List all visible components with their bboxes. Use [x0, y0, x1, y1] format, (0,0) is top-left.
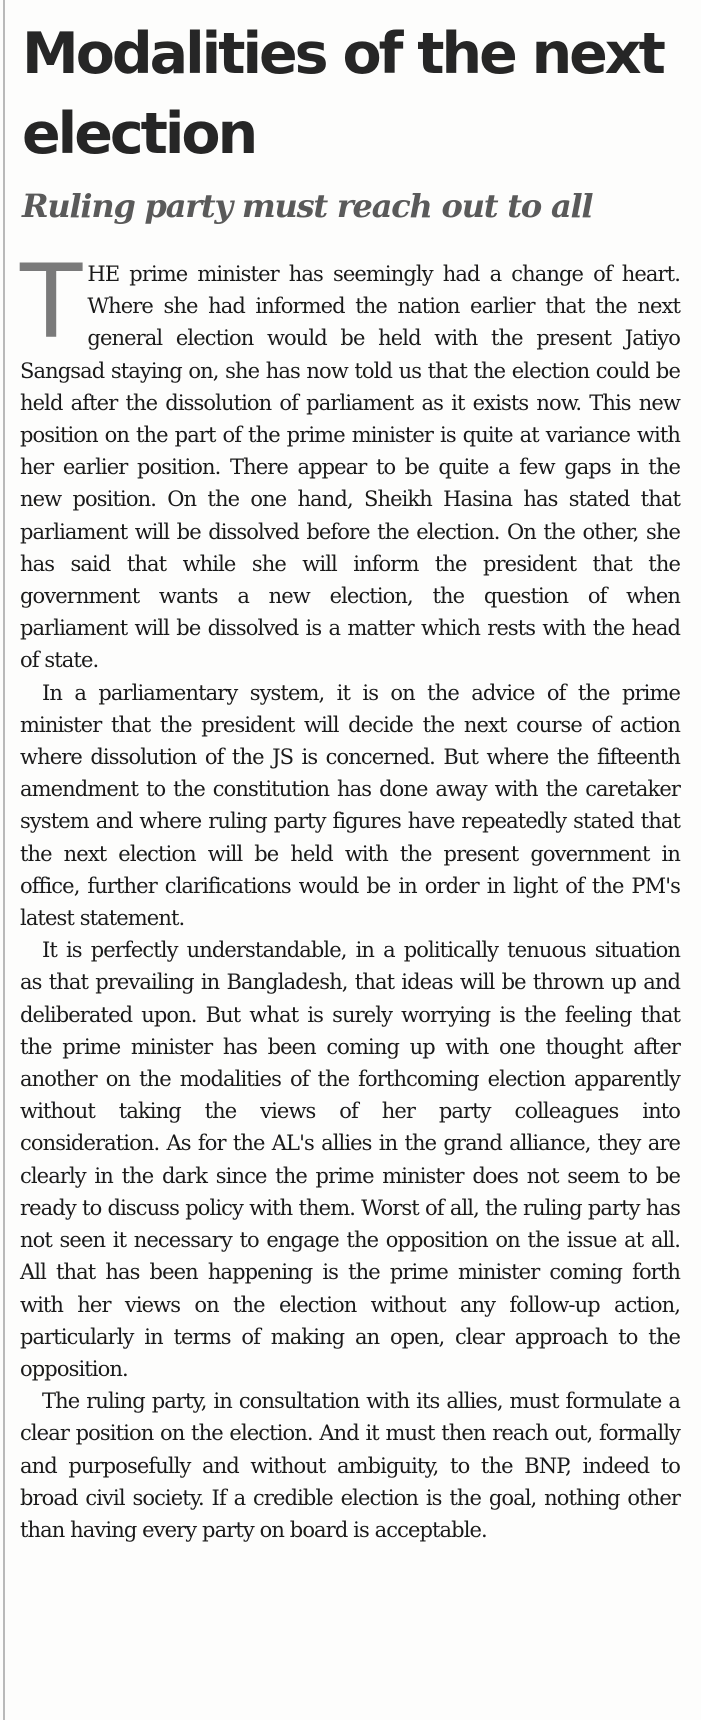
- column-rule: [3, 0, 5, 1720]
- paragraph-4: The ruling party, in consultation with its allies, must formulate a clear position on the election. And it must then reach out, formally and purposefully and without ambiguity, to the BNP, indeed to broad civil society. If a credible election is the goal, nothing other than having every party on board is acceptable.: [20, 1389, 680, 1542]
- paragraph-2: In a parliamentary system, it is on the advice of the prime minister that the president will decide the next course of action where dissolution of the JS is concerned. But where the fifteenth amendment to the constitution has done away with the caretaker system and where ruling party figures have repeatedly stated that the next election will be held with the present government in office, further clarifications would be in order in light of the PM's latest statement.: [20, 680, 680, 931]
- drop-cap: T: [20, 243, 82, 362]
- headline: Modalities of the next election: [22, 21, 663, 167]
- paragraph-1-text: HE prime minister has seemingly had a change of heart. Where she had informed the nation earlier that the next general election would be held with the present Jatiyo Sangsad staying on, she has now told us that the election could be held after the dissolution of parliament as it exists now. This new position on the part of the prime minister is quite at variance with her earlier position. There appear to be quite a few gaps in the new position. On the one hand, Sheikh Hasina has stated that parliament will be dissolved before the election. On the other, she has said that while she will inform the president that the government wants a new election, the question of when parliament will be dissolved is a matter which rests with the head of state.: [20, 262, 680, 673]
- subheadline: Ruling party must reach out to all: [22, 187, 593, 225]
- paragraph-1: [20, 243, 680, 677]
- article-body: [20, 243, 680, 1546]
- paragraph-3: It is perfectly understandable, in a politically tenuous situation as that prevailing in Bangladesh, that ideas will be thrown up and deliberated upon. But what is surely worrying is the feeling that the prime minister has been coming up with one thought after another on the modalities of the forthcoming election apparently without taking the views of her party colleagues into consideration. As for the AL's allies in the grand alliance, they are clearly in the dark since the prime minister does not seem to be ready to discuss policy with them. Worst of all, the ruling party has not seen it necessary to engage the opposition on the issue at all. All that has been happening is the prime minister coming forth with her views on the election without any follow-up action, particularly in terms of making an open, clear approach to the opposition.: [20, 938, 680, 1381]
